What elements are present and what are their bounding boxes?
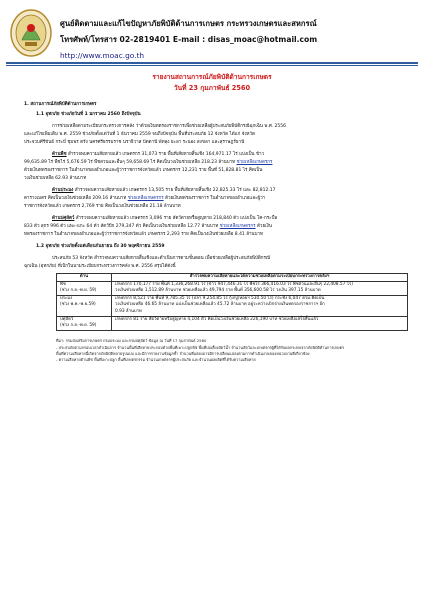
table-header: ด้าน — [57, 274, 112, 282]
footnote: - ความเสียหายด้านพืช พื้นที่เพาะปลูก พื้นที่เกษตรกรรม จำนวนเกษตรกรผู้ประสบภัย และจำนวนผลผลิตที่ได้รับความเสียหาย — [56, 357, 256, 362]
damage-table — [56, 273, 408, 331]
paragraph-line: ฉุกเฉิน (อุทกภัย) ที่เบิกในนามระเบียบกระทรวงการคลัง พ.ศ. 2556 สรุปได้ดังนี้ — [24, 264, 176, 269]
report-date: วันที่ 23 กุมภาพันธ์ 2560 — [173, 84, 251, 92]
paragraph-line: การช่วยเหลือตามระเบียบกระทรวงการคลัง ว่าด้วยเงินทดรองราชการเพื่อช่วยเหลือผู้ประสบภัยพิบัติกรณีฉุกเฉิน พ.ศ. 2556 — [52, 124, 286, 129]
table-header: สำรวจพบความเสียหายและได้ความช่วยเหลือตามระเบียบกระทรวงการคลังฯ — [112, 274, 408, 282]
row-line: เกษตรกร 170,177 ราย พื้นที่ 1,336,268.91 ไร่ (ข้าว 947,446.31 ไร่ พืชไร่ 366,416.03 ไร่ พืชสวนและอื่นๆ 22,408.57 ไร่) — [115, 281, 353, 287]
fishery-assist-link[interactable]: ช่วยเหลือเกษตรกร — [127, 196, 164, 201]
crop-paragraph-line: ด้วยเงินทดรองราชการ ในอำนาจของอำเภอและผู้ว่าราชการจังหวัดแล้ว เกษตรกร 12,231 ราย พื้นที่ 51,828.81 ไร่ คิดเป็น — [24, 168, 263, 173]
website-link[interactable]: http://www.moac.go.th — [60, 51, 145, 60]
ministry-logo — [8, 8, 54, 58]
row-name: ปศุสัตว์ — [60, 316, 74, 322]
livestock-label: ด้านปศุสัตว์ — [52, 216, 75, 221]
livestock-paragraph-line: 833 ตัว สุกร 996 ตัว แพะ-แกะ 64 ตัว สัตว์ปีก 279,347 ตัว คิดเป็นวงเงินช่วยเหลือ 12.77 ล้านบาท ช่วยเหลือเกษตรกร ด้วยเงิน — [24, 224, 272, 229]
livestock-assist-link[interactable]: ช่วยเหลือเกษตรกร — [219, 224, 256, 229]
fishery-paragraph-line: ตารางเมตร คิดเป็นวงเงินช่วยเหลือ 209.16 ล้านบาท ช่วยเหลือเกษตรกร ด้วยเงินทดรองราชการ ในอำนาจของอำเภอและผู้ว่า — [24, 196, 266, 201]
report-title: รายงานสถานการณ์ภัยพิบัติด้านการเกษตร — [152, 73, 272, 81]
fishery-paragraph-line: ราชการจังหวัดแล้ว เกษตรกร 2,769 ราย คิดเป็นวงเงินช่วยเหลือ 21.18 ล้านบาท — [24, 204, 181, 209]
footnote: - ประสบภัยตามกรอบเวลาดำเนินการ จำนวนพื้นที่เสียหายประกอบด้วยพื้นที่เพาะปลูกพืช พื้นที่บ่อเลี้ยงสัตว์น้ำ จำนวนสัตว์และเกษตรกรผู้ที่ได้รับผลกระทบจากภัยพิบัติด้านการเกษตร — [56, 345, 345, 350]
section-heading: 1. สถานการณ์ภัยพิบัติด้านการเกษตร — [24, 102, 97, 107]
org-name: ศูนย์ติดตามและแก้ไขปัญหาภัยพิบัติด้านการเกษตร กระทรวงเกษตรและสหกรณ์ — [60, 19, 317, 28]
paragraph-line: ประจวบคีรีขันธ์ กระบี่ ชุมพร ตรัง นครศรีธรรมราช นราธิวาส ปัตตานี พัทลุง ยะลา ระนอง สงขลา และสุราษฎร์ธานี — [24, 140, 245, 145]
livestock-paragraph-line: ทดรองราชการ ในอำนาจของอำเภอและผู้ว่าราชการจังหวัดแล้ว เกษตรกร 2,293 ราย คิดเป็นวงเงินช่วยเหลือ 8.41 ล้านบาท — [24, 232, 263, 237]
subsection-1-1: 1.1 อุทกภัย ช่วงภัยวันที่ 1 มกราคม 2560 ถึงปัจจุบัน — [36, 112, 141, 117]
fishery-label: ด้านประมง — [52, 188, 74, 193]
table-source: ที่มา: กรมส่งเสริมการเกษตร กรมประมง และกรมปศุสัตว์ ข้อมูล ณ วันที่ 17 กุมภาพันธ์ 2560 — [56, 338, 207, 343]
row-line: เกษตรกร 81 ราย สัตว์ตายหรือสูญหาย 4,104 ตัว คิดเป็นวงเงินช่วยเหลือ 226,190 บาท ช่วยเหลือเสร็จสิ้นแล้ว — [115, 316, 319, 322]
row-name: พืช — [60, 281, 66, 287]
row-period: (ช่วง ก.ย.-พ.ย. 59) — [60, 323, 97, 329]
subsection-1-2: 1.2 อุทกภัย ช่วงภัยตั้งแต่เดือนกันยายน ถึง 30 พฤศจิกายน 2559 — [36, 244, 165, 249]
header-divider — [6, 62, 418, 64]
crop-paragraph-line: ด้านพืช สำรวจพบความเสียหายแล้ว เกษตรกร 31,073 ราย พื้นที่เสียหายสิ้นเชิง 164,971.17 ไร่ แบ่งเป็น ข้าว — [52, 152, 265, 157]
table-row — [57, 295, 408, 316]
paragraph-line: ประสบภัย 53 จังหวัด สำรวจพบความเสียหายสิ้นเชิงและดำเนินการตามขั้นตอน เพื่อช่วยเหลือผู้ประสบภัยพิบัติกรณี — [52, 256, 271, 261]
row-period: (ช่วง พ.ค.-พ.ย.59) — [60, 302, 96, 308]
table-row — [57, 281, 408, 295]
table-row — [57, 316, 408, 330]
row-period: (ช่วง ก.ย.-พ.ย. 59) — [60, 288, 97, 294]
fishery-paragraph-line: ด้านประมง สำรวจพบความเสียหายแล้ว เกษตรกร 13,505 ราย พื้นที่เสียหายสิ้นเชิง 22,825.33 ไร่ และ 82,812.17 — [52, 188, 276, 193]
row-line: วงเงินช่วยเหลือ 1,512.89 ล้านบาท ช่วยเหลือแล้ว 49,794 ราย พื้นที่ 356,600.58 ไร่ วงเงิน 397.15 ล้านบาท — [115, 288, 321, 294]
footnote: พื้นที่ความเสียหายนี้เกิดจากภัยพิบัติหลายรูปแบบ และมีการรายงานข้อมูลซ้ำ จำนวนที่แสดงอาจมีการเปลี่ยนแปลงตามการดำเนินงานของหน่วยงานที่เกี่ยวข้อง — [56, 351, 310, 356]
contact-info: โทรศัพท์/โทรสาร 02-2819401 E-mail : disas_moac@hotmail.com — [60, 35, 318, 44]
livestock-paragraph-line: ด้านปศุสัตว์ สำรวจพบความเสียหายแล้ว เกษตรกร 3,096 ราย สัตว์ตายหรือสูญหาย 218,840 ตัว แบ่งเป็น โค-กระบือ — [52, 216, 278, 221]
row-line: 0.93 ล้านบาท — [115, 308, 142, 314]
paragraph-line: และแก้ไขเพิ่มเติม พ.ศ. 2559 ช่วงภัยตั้งแต่วันที่ 1 ธันวาคม 2559 จนถึงปัจจุบัน พื้นที่ประสบภัย 12 จังหวัด ได้แก่ จังหวัด — [24, 132, 255, 137]
crop-assist-link[interactable]: ช่วยเหลือเกษตรกร — [236, 160, 273, 165]
crop-paragraph-line: 99,635.89 ไร่ พืชไร่ 5,676.59 ไร่ พืชสวนและอื่นๆ 59,658.69 ไร่ คิดเป็นวงเงินช่วยเหลือ 218.23 ล้านบาท ช่วยเหลือเกษตรกร — [24, 160, 273, 165]
row-line: เกษตรกร 8,521 ราย พื้นที่ 9,785.35 ไร่ (ปลา 9,254.85 ไร่ กุ้ง/ปู/หอยฯ 530.50 ไร่) กระชัง 6,047 ตรม.คิดเป็น — [115, 295, 325, 301]
header-divider-thin — [6, 65, 418, 66]
crop-paragraph-line: วงเงินช่วยเหลือ 62.93 ล้านบาท — [24, 176, 87, 181]
row-line: วงเงินช่วยเหลือ 46.65 ล้านบาท แบ่งเป็นช่วยเหลือแล้ว 45.72 ล้านบาท อยู่ระหว่างเบิกจ่ายเงินทดรองราชการฯ อีก — [115, 302, 325, 308]
crop-label: ด้านพืช — [52, 152, 67, 157]
row-name: ประมง — [60, 295, 73, 301]
